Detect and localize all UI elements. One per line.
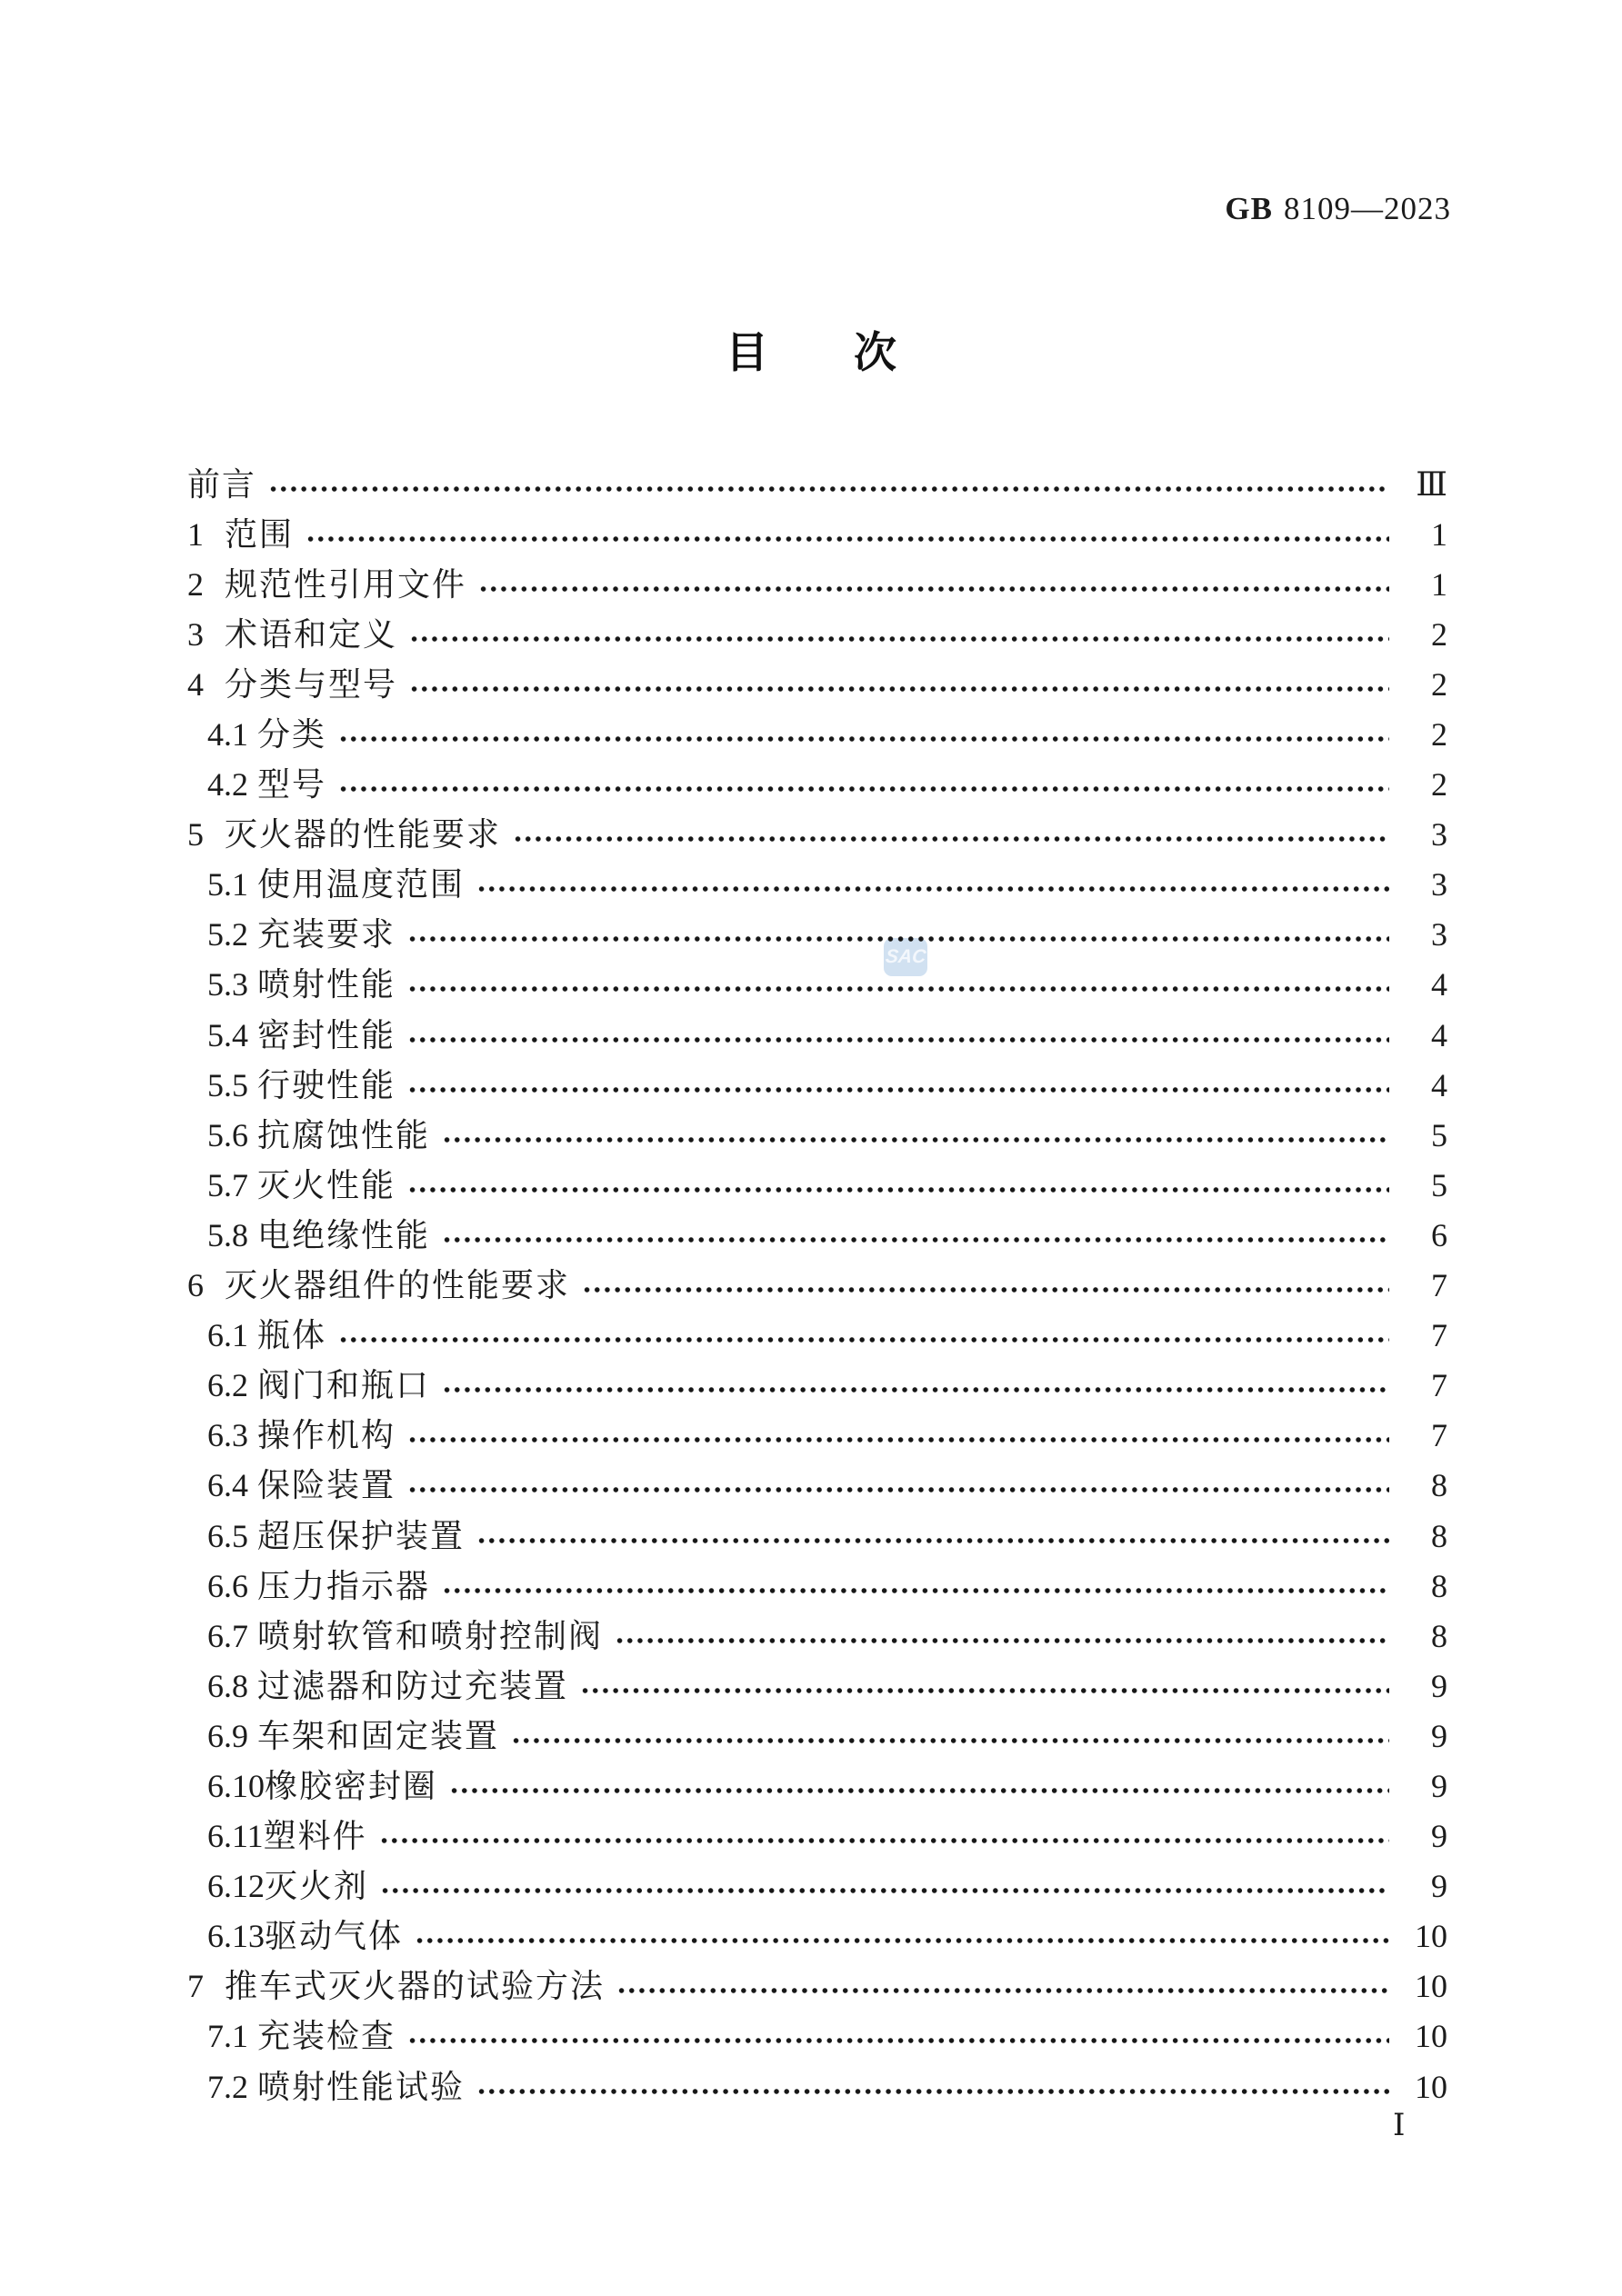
toc-row [0,509,1622,559]
dot-leader [407,1486,1389,1493]
toc-page-number: 10 [1415,2068,1447,2105]
toc-entry-number: 7.1 [207,2018,248,2055]
toc-entry-number: 7.2 [207,2068,248,2105]
toc-page-number: 2 [1431,716,1447,754]
toc-entry-number: 6.9 [207,1717,248,1754]
toc-row [0,1812,1622,1862]
toc-row [0,609,1622,659]
toc-entry-label: 前言 [187,465,257,503]
standard-code-prefix: GB [1225,191,1273,226]
dot-leader [380,1887,1389,1894]
toc-entry-number: 6.6 [207,1567,248,1604]
dot-leader [268,485,1389,493]
toc-entry-label: 充装要求 [257,916,396,953]
toc-row [0,1711,1622,1761]
dot-leader [616,1987,1389,1994]
toc-entry-number: 5.6 [207,1116,248,1153]
toc-row [0,810,1622,860]
footer-page-number: Ⅰ [1393,2109,1406,2142]
toc-page-number: Ⅲ [1416,465,1447,503]
toc-entry-label: 操作机构 [257,1417,396,1454]
toc-row [0,1561,1622,1611]
toc-page-number: 2 [1431,615,1447,653]
toc-entry-label: 灭火剂 [265,1868,369,1905]
toc-entry-label: 塑料件 [263,1818,367,1855]
toc-entry-label: 橡胶密封圈 [265,1767,438,1804]
toc-entry-number: 6.1 [207,1317,248,1354]
sac-watermark-text: SAC [884,946,927,967]
toc-row [0,1311,1622,1361]
dot-leader [513,835,1389,843]
dot-leader [379,1837,1389,1844]
dot-leader [442,1587,1389,1594]
toc-entry-number: 6.5 [207,1517,248,1554]
toc-row [0,1862,1622,1912]
toc-page-number: 4 [1431,1016,1447,1053]
toc-entry-label: 喷射性能 [257,966,396,1003]
toc-row [0,1511,1622,1561]
toc-entry-number: 5 [187,816,204,854]
toc-row [0,1761,1622,1811]
toc-entry-label: 使用温度范围 [257,866,466,903]
toc-page-number: 7 [1431,1317,1447,1354]
dot-leader [409,685,1389,693]
toc-page-number: 9 [1431,1767,1447,1804]
toc-page-number: 5 [1431,1166,1447,1203]
toc-row [0,1611,1622,1661]
toc-page-number: 2 [1431,766,1447,804]
standard-code [1225,193,1451,225]
toc-page-number: 7 [1431,1267,1447,1304]
dot-leader [407,1436,1389,1443]
toc-row [0,659,1622,709]
toc-entry-label: 推车式灭火器的试验方法 [225,1968,606,2005]
toc-entry-number: 6.3 [207,1417,248,1454]
toc-entry-label: 型号 [257,766,327,804]
dot-leader [442,1386,1389,1393]
toc-page-number: 10 [1415,1968,1447,2005]
toc-row [0,1110,1622,1160]
dot-leader [615,1637,1389,1644]
toc-entry-label: 车架和固定装置 [257,1717,500,1754]
toc-entry-label: 充装检查 [257,2018,396,2055]
toc-entry-number: 6.12 [207,1868,265,1905]
toc-entry-number: 7 [187,1968,204,2005]
toc-entry-number: 6.7 [207,1617,248,1654]
dot-leader [580,1687,1389,1694]
toc-entry-label: 灭火器的性能要求 [225,816,502,854]
toc-row [0,910,1622,960]
toc-entry-number: 6.13 [207,1918,265,1955]
toc-page-number: 9 [1431,1717,1447,1754]
toc-entry-number: 5.7 [207,1166,248,1203]
toc-entry-number: 5.5 [207,1066,248,1103]
dot-leader [407,1186,1389,1193]
toc-page-number: 7 [1431,1417,1447,1454]
toc-entry-label: 喷射软管和喷射控制阀 [257,1617,604,1654]
toc-row [0,2011,1622,2061]
toc-row [0,1461,1622,1511]
toc-entry-number: 6 [187,1267,204,1304]
toc-entry-label: 压力指示器 [257,1567,431,1604]
toc-entry-number: 5.1 [207,866,248,903]
toc-entry-number: 2 [187,565,204,603]
toc-entry-label: 行驶性能 [257,1066,396,1103]
dot-leader [442,1136,1389,1143]
dot-leader [407,985,1389,993]
toc-page-number: 7 [1431,1367,1447,1404]
dot-leader [415,1937,1389,1944]
toc-entry-label: 超压保护装置 [257,1517,466,1554]
toc-row [0,559,1622,609]
dot-leader [407,2037,1389,2044]
toc-row [0,1411,1622,1461]
dot-leader [338,785,1389,793]
toc-row [0,1361,1622,1411]
dot-leader [511,1737,1389,1744]
toc-entry-number: 4.2 [207,766,248,804]
toc-page-number: 8 [1431,1567,1447,1604]
toc-entry-label: 阀门和瓶口 [257,1367,431,1404]
toc-row [0,760,1622,810]
dot-leader [442,1236,1389,1243]
toc-page-number: 6 [1431,1216,1447,1253]
toc-entry-number: 6.10 [207,1767,265,1804]
toc-row [0,709,1622,759]
toc-entry-label: 抗腐蚀性能 [257,1116,431,1153]
page-title: 目 次 [726,328,896,376]
dot-leader [305,535,1389,543]
toc-entry-number: 6.4 [207,1467,248,1504]
toc-entry-label: 密封性能 [257,1016,396,1053]
toc-page-number: 8 [1431,1467,1447,1504]
toc-page-number: 1 [1431,565,1447,603]
dot-leader [476,1537,1389,1544]
toc-row [0,1060,1622,1110]
toc-row [0,2061,1622,2111]
toc-row [0,1261,1622,1311]
toc-row [0,1962,1622,2011]
toc-page-number: 9 [1431,1667,1447,1704]
toc-page-number: 8 [1431,1617,1447,1654]
toc-page-number: 1 [1431,515,1447,553]
standard-code-number: 8109—2023 [1284,191,1451,226]
toc-entry-label: 驱动气体 [265,1918,404,1955]
dot-leader [478,585,1389,593]
toc-row [0,860,1622,910]
toc-page-number: 4 [1431,1066,1447,1103]
toc-entry-number: 5.8 [207,1216,248,1253]
dot-leader [338,735,1389,743]
dot-leader [407,1086,1389,1093]
toc-entry-label: 喷射性能试验 [257,2068,466,2105]
toc-page-number: 3 [1431,816,1447,854]
toc-entry-number: 3 [187,615,204,653]
dot-leader [582,1286,1389,1293]
dot-leader [449,1787,1389,1794]
toc-entry-label: 术语和定义 [225,615,398,653]
toc-page-number: 10 [1415,2018,1447,2055]
dot-leader [407,935,1389,943]
toc-entry-number: 5.3 [207,966,248,1003]
toc-entry-label: 电绝缘性能 [257,1216,431,1253]
toc-entry-number: 6.11 [207,1818,264,1855]
toc-entry-number: 6.2 [207,1367,248,1404]
dot-leader [407,1036,1389,1043]
toc-page-number: 2 [1431,665,1447,703]
toc-page-number: 8 [1431,1517,1447,1554]
dot-leader [476,2088,1389,2095]
toc-row [0,1210,1622,1260]
toc-row [0,1912,1622,1962]
toc-entry-number: 6.8 [207,1667,248,1704]
toc-row [0,459,1622,509]
toc-row [0,960,1622,1010]
toc-entry-label: 过滤器和防过充装置 [257,1667,569,1704]
toc-row [0,1010,1622,1060]
toc-entry-label: 分类 [257,716,327,754]
toc-page-number: 9 [1431,1818,1447,1855]
toc-entry-label: 规范性引用文件 [225,565,467,603]
dot-leader [409,635,1389,643]
toc-page-number: 10 [1415,1918,1447,1955]
dot-leader [476,885,1389,893]
toc-entry-number: 1 [187,515,204,553]
dot-leader [338,1336,1389,1343]
toc-entry-label: 灭火器组件的性能要求 [225,1267,571,1304]
toc-entry-number: 4 [187,665,204,703]
toc-page-number: 3 [1431,866,1447,903]
toc-page-number: 5 [1431,1116,1447,1153]
toc-page-number: 4 [1431,966,1447,1003]
toc-entry-label: 瓶体 [257,1317,327,1354]
toc-row [0,1160,1622,1210]
toc-entry-number: 5.2 [207,916,248,953]
toc-page-number: 3 [1431,916,1447,953]
toc-page-number: 9 [1431,1868,1447,1905]
toc-entry-label: 保险装置 [257,1467,396,1504]
toc-entry-label: 分类与型号 [225,665,398,703]
toc-entry-number: 4.1 [207,716,248,754]
toc-row [0,1661,1622,1711]
toc-entry-number: 5.4 [207,1016,248,1053]
toc-entry-label: 范围 [225,515,295,553]
toc-entry-label: 灭火性能 [257,1166,396,1203]
table-of-contents [0,459,1622,2111]
